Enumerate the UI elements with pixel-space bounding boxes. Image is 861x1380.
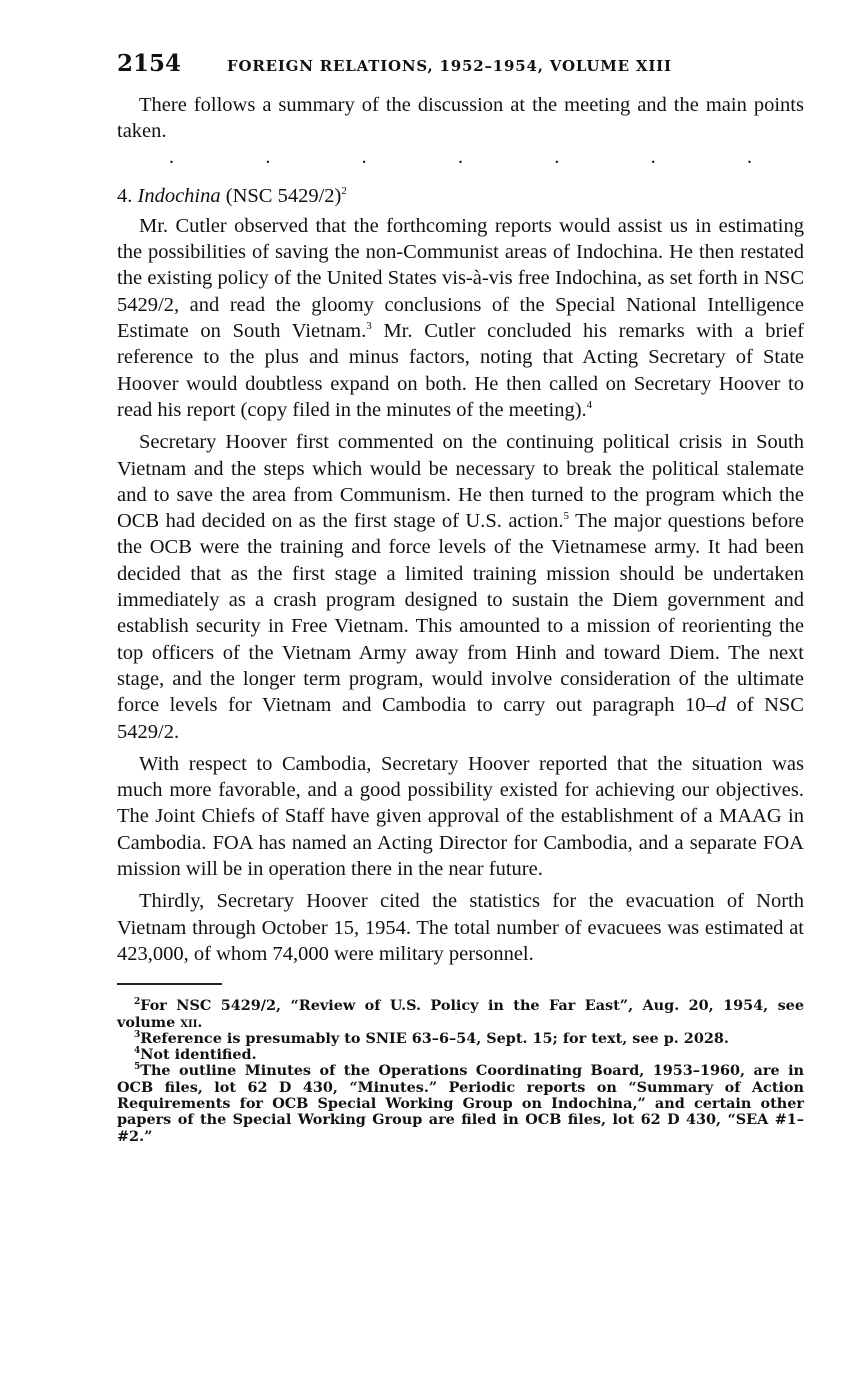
intro-paragraph: There follows a summary of the discussion at the meeting and the main points taken. bbox=[117, 94, 804, 143]
footnote-text: . bbox=[197, 1013, 203, 1031]
ellipsis-divider bbox=[117, 147, 804, 171]
body-text bbox=[117, 92, 804, 967]
paragraph-evacuation: Thirdly, Secretary Hoover cited the statistics for the evacuation of North Vietnam through October 15, 1954. The total number of evacuees was estimated at 423,000, of whom 74,000 were military personnel. bbox=[117, 890, 804, 965]
section-title: Indochina bbox=[137, 184, 221, 207]
running-title: FOREIGN RELATIONS, 1952–1954, VOLUME XIII bbox=[227, 57, 672, 75]
footnote-ref: 2 bbox=[341, 184, 347, 197]
footnote-divider bbox=[117, 983, 222, 985]
footnote-ref: 3 bbox=[366, 320, 372, 333]
paragraph-text: Mr. Cutler concluded his remarks with a brief reference to the plus and minus factors, noting that Acting Secretary of State Hoover would doubtless expand on both. He then called on Secretary Hoover to read his report (copy filed in the minutes of the meeting). bbox=[117, 320, 804, 421]
section-number: 4. bbox=[117, 184, 133, 207]
footnotes bbox=[117, 998, 804, 1145]
page-number: 2154 bbox=[117, 50, 182, 77]
ellipsis-dot: . bbox=[169, 145, 174, 168]
section-heading bbox=[117, 183, 804, 209]
ellipsis-dot: . bbox=[554, 145, 560, 168]
footnote-mark: 4 bbox=[134, 1046, 141, 1057]
document-page bbox=[117, 50, 804, 1145]
ellipsis-dot: . bbox=[746, 145, 752, 168]
ellipsis-dot: . bbox=[361, 145, 367, 168]
footnote-mark: 3 bbox=[134, 1030, 141, 1040]
footnote-3 bbox=[117, 1031, 804, 1047]
paragraph-text: Mr. Cutler observed that the forthcoming reports would assist us in estimating the possibilities of saving the non-Communist areas of Indochina. He then restated the existing policy of the United States vis-à-vis free Indochina, as set forth in NSC 5429/2, and read the gloomy conclusions of the Special National Intelligence Estimate on South Vietnam. bbox=[117, 214, 804, 343]
footnote-text: Not identified. bbox=[140, 1046, 257, 1064]
footnote-text: The outline Minutes of the Operations Coordinating Board, 1953–1960, are in OCB files, lot 62 D 430, “Minutes.” Periodic reports on “Summary of Action Requirements for OCB Special Working Group on Indochina,” and certain other papers of the Special Working Group are filed in OCB files, lot 62 D 430, “SEA #1–#2.” bbox=[117, 1062, 804, 1145]
footnote-mark: 2 bbox=[134, 997, 141, 1008]
paragraph-italic: d bbox=[715, 694, 726, 717]
footnote-ref: 4 bbox=[586, 399, 593, 412]
footnote-5 bbox=[117, 1063, 804, 1144]
footnote-ref: 5 bbox=[563, 510, 570, 523]
running-head bbox=[117, 50, 804, 80]
paragraph-text: The major questions before the OCB were the training and force levels of the Vietnamese army. It had been decided that as the first stage a limited training mission should be undertaken immediately as a crash program designed to sustain the Diem government and establish security in Free Vietnam. This amounted to a mission of reorienting the top officers of the Vietnam Army away from Hinh and toward Diem. The next stage, and the longer term program, would involve consideration of the ultimate force levels for Vietnam and Cambodia to carry out paragraph 10– bbox=[117, 510, 804, 717]
paragraph-cutler bbox=[117, 213, 804, 423]
footnote-volume: xii bbox=[180, 1013, 198, 1031]
footnote-mark: 5 bbox=[134, 1062, 141, 1073]
footnote-text: For NSC 5429/2, “Review of U.S. Policy in the Far East”, Aug. 20, 1954, see volume bbox=[117, 997, 804, 1031]
section-reference: (NSC 5429/2) bbox=[225, 184, 342, 207]
paragraph-text: Secretary Hoover first commented on the continuing political crisis in South Vietnam and the steps which would be necessary to break the political stalemate and to save the area from Communism. He then turned to the program which the OCB had decided on as the first stage of U.S. action. bbox=[117, 431, 804, 533]
paragraph-hoover-crisis bbox=[117, 429, 804, 745]
footnote-2 bbox=[117, 998, 804, 1031]
ellipsis-dot: . bbox=[265, 145, 271, 168]
footnote-text: Reference is presumably to SNIE 63–6–54, Sept. 15; for text, see p. 2028. bbox=[140, 1029, 729, 1047]
footnote-4 bbox=[117, 1047, 804, 1063]
ellipsis-dot: . bbox=[650, 145, 656, 168]
ellipsis-dot: . bbox=[457, 145, 463, 168]
paragraph-text: of NSC 5429/2. bbox=[117, 694, 804, 743]
paragraph-cambodia: With respect to Cambodia, Secretary Hoover reported that the situation was much more favorable, and a good possibility existed for achieving our objectives. The Joint Chiefs of Staff have given approval of the establishment of a MAAG in Cambodia. FOA has named an Acting Director for Cambodia, and a separate FOA mission will be in operation there in the near future. bbox=[117, 752, 804, 881]
